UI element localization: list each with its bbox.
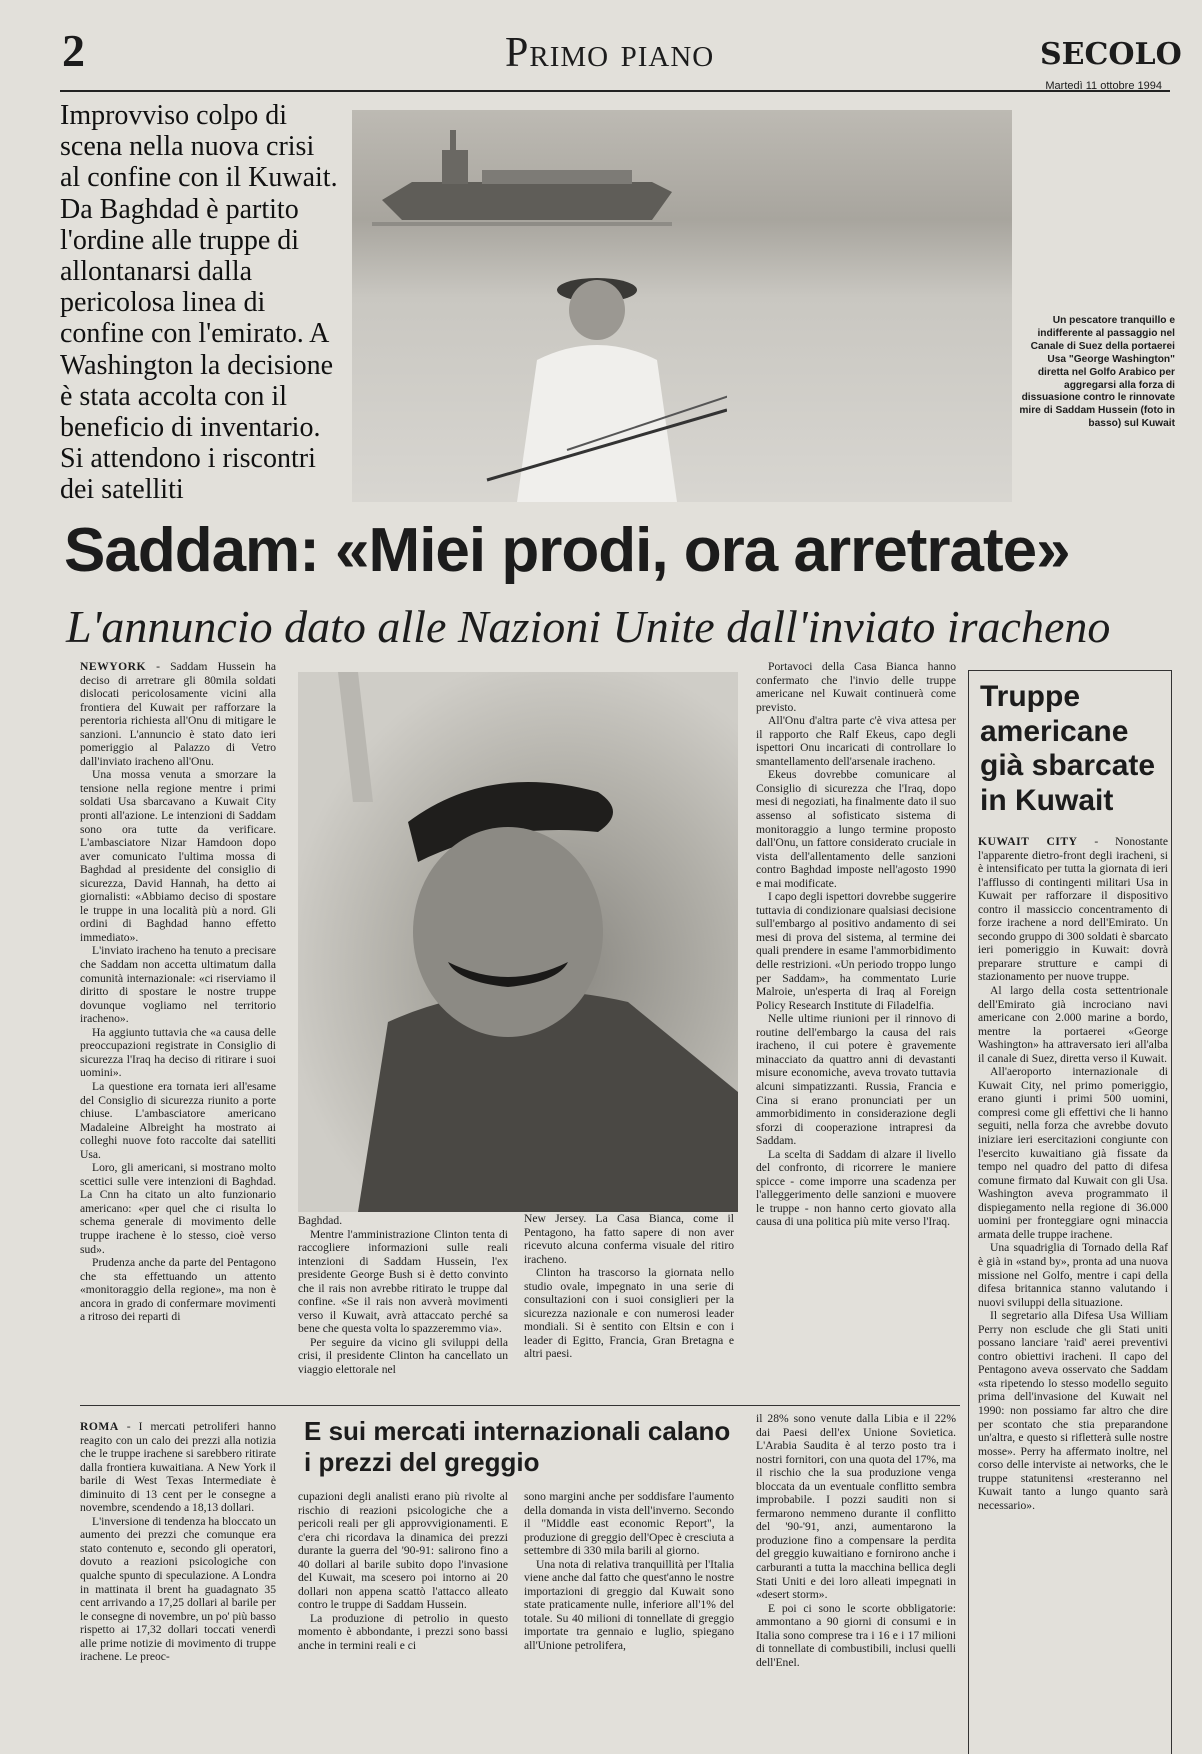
- article-paragraph: L'inviato iracheno ha tenuto a precisare che Saddam non accetta ultimatum dalla comunità internazionale: «ci riserviamo il diritto di spostare le nostre truppe dovunque vogliamo nel territorio iracheno».: [80, 944, 276, 1026]
- article-paragraph: Ha aggiunto tuttavia che «a causa delle preoccupazioni registrate in Consiglio di sicurezza l'Iraq ha deciso di ritirare i suoi uomini».: [80, 1025, 276, 1080]
- article-paragraph: Mentre l'amministrazione Clinton tenta di raccogliere informazioni sulle reali intenzioni di Saddam Hussein, l'ex presidente George Bush si è detto convinto che il rais non avrebbe ritirato le truppe dal confine. «Se il rais non avverà movimenti verso il Kuwait, avrà attaccato perché sa bene che questa volta lo spazzeremmo via».: [298, 1227, 508, 1336]
- dateline: ROMA: [80, 1420, 119, 1433]
- article-paragraph: Portavoci della Casa Bianca hanno confermato che l'invio delle truppe americane nel Kuwait continuerà come previsto.: [756, 660, 956, 714]
- main-article-column-1: [80, 660, 276, 1324]
- article-paragraph: New Jersey. La Casa Bianca, come il Pentagono, ha fatto sapere di non aver ricevuto alcuna conferma visuale del ritiro iracheno.: [524, 1212, 734, 1266]
- main-article-column-3: [524, 1212, 734, 1361]
- article-paragraph: sono margini anche per soddisfare l'aumento della domanda in vista dell'inverno. Secondo il "Middle east economic Report", la produzione di greggio dell'Opec è cresciuta a settembre di 330 mila barili al giorno.: [524, 1490, 734, 1558]
- photo-fisherman-carrier: [352, 110, 1012, 502]
- main-article-column-2: [298, 1214, 508, 1377]
- article-paragraph: Prudenza anche da parte del Pentagono che sta effettuando un attento «monitoraggio della regione», ma non è ancora in grado di confermare movimenti a ritroso dei reparti di: [80, 1256, 276, 1324]
- article-paragraph: E poi ci sono le scorte obbligatorie: ammontano a 90 giorni di consumi e in Italia sono comprese tra i 16 e i 17 milioni di tonnellate di combustibili, inclusi quelli dell'Enel.: [756, 1601, 956, 1669]
- article-paragraph: La produzione di petrolio in questo momento è abbondante, i prezzi sono bassi anche in termini reali e ci: [298, 1611, 508, 1653]
- article-paragraph: il 28% sono venute dalla Libia e il 22% dai Paesi dell'ex Unione Sovietica. L'Arabia Saudita è al terzo posto tra i nostri fornitori, con una quota del 17%, ma il rischio che la sua produzione venga bloccata da un eventuale conflitto sembra improbabile. I pozzi sauditi non si fermarono nemmeno durante il conflitto del '90-'91, anzi, aumentarono la produzione fino a compensare la perdita del greggio kuwaitiano e fornirono anche i carburanti a tutta la macchina bellica degli Stati Uniti e dei loro alleati impegnati in «desert storm».: [756, 1412, 956, 1602]
- photo-caption: Un pescatore tranquillo e indifferente al passaggio nel Canale di Suez della portaerei Usa "George Washington" diretta nel Golfo Arabico per aggregarsi alla forza di dissuasione contro le rinnovate mire di Saddam Hussein (foto in basso) sul Kuwait: [1019, 315, 1175, 430]
- oil-article-headline: E sui mercati internazionali calano i prezzi del greggio: [304, 1416, 731, 1477]
- article-paragraph: KUWAIT CITY - Nonostante l'apparente dietro-front degli iracheni, si è intensificato per tutta la giornata di ieri l'afflusso di contingenti militari Usa in Kuwait per rafforzare il dispositivo contro il massiccio concentramento di forze irachene a nord dell'Emirato. Un secondo gruppo di 300 soldati è sbarcato ieri pomeriggio in Kuwait: dovrà preparare strutture e campi di stazionamento per nuove truppe.: [978, 835, 1168, 984]
- article-paragraph: Ekeus dovrebbe comunicare al Consiglio di sicurezza che l'Iraq, dopo mesi di negoziati, ha finalmente dato il suo assenso al sofisticato sistema di monitoraggio a lungo termine proposto dall'Onu, un fattore considerato cruciale in vista dell'allentamento delle sanzioni contro Baghdad imposte nell'agosto 1990 e mai modificate.: [756, 768, 956, 890]
- sidebar-headline: Truppe americane già sbarcate in Kuwait: [980, 680, 1156, 818]
- article-paragraph: All'aeroporto internazionale di Kuwait City, nel primo pomeriggio, erano giunti i primi 500 uomini, compresi come gli effettivi che li hanno seguiti, nella forza che avrebbe dovuto iniziare ieri esercitazioni congiunte con l'esercito kuwaitiano già fissate da tempo nel quadro del patto di difesa comune firmato dal Kuwait con gli Usa. Washington aveva programmato il dispiegamento nella regione di 36.000 uomini per fronteggiare ogni minaccia armata delle truppe irachene.: [978, 1065, 1168, 1241]
- saddam-portrait-silhouette: [298, 672, 738, 1212]
- issue-date: Martedì 11 ottobre 1994: [1045, 80, 1162, 92]
- oil-article-column-3: [524, 1490, 734, 1653]
- dateline: KUWAIT CITY: [978, 835, 1078, 848]
- fisherman-silhouette: [447, 250, 727, 502]
- article-paragraph: La scelta di Saddam di alzare il livello del confronto, di ricorrere le maniere spicce - come imporre una scadenza per l'alleggerimento delle sanzioni e muovere le truppe - non hanno certo giovato alla causa di una politica più mite verso l'Iraq.: [756, 1147, 956, 1229]
- kicker-text: Improvviso colpo di scena nella nuova crisi al confine con il Kuwait. Da Baghdad è partito l'ordine alle truppe di allontanarsi dalla pericolosa linea di confine con l'emirato. A Washington la decisione è stata accolta con il beneficio di inventario. Si attendono i riscontri dei satelliti: [60, 100, 338, 506]
- article-paragraph: All'Onu d'altra parte c'è viva attesa per il rapporto che Ralf Ekeus, capo degli ispettori Onu incaricati di controllare lo smantellamento dell'arsenale iracheno.: [756, 714, 956, 768]
- article-paragraph: NEWYORK - Saddam Hussein ha deciso di arretrare gli 80mila soldati dislocati pericolosamente vicini alla frontiera del Kuwait per rafforzare la perentoria richiesta all'Onu di mitigare le sanzioni. L'annuncio è stato dato ieri pomeriggio al Palazzo di Vetro dall'inviato iracheno all'Onu.: [80, 660, 276, 768]
- article-paragraph: Baghdad.: [298, 1214, 343, 1227]
- section-divider: [80, 1405, 960, 1406]
- sidebar-article: [978, 835, 1168, 1512]
- photo-saddam-hussein: [298, 672, 738, 1212]
- masthead-logo: SECOLO: [1040, 37, 1182, 72]
- article-paragraph: Per seguire da vicino gli sviluppi della crisi, il presidente Clinton ha cancellato un viaggio elettorale nel: [298, 1335, 508, 1377]
- article-paragraph: Nelle ultime riunioni per il rinnovo di routine dell'embargo la causa del rais iracheno, il cui potere è gravemente minacciato da quattro anni di devastanti misure economiche, aveva trovato tuttavia alcuni simpatizzanti. Russia, Francia e Cina si erano pronunciati per un ammorbidimento in considerazione degli sforzi di cooperazione intrapresi da Saddam.: [756, 1012, 956, 1148]
- header-rule: [60, 90, 1170, 92]
- article-paragraph: Una squadriglia di Tornado della Raf è già in «stand by», pronta ad una nuova missione nel Golfo, mentre i capi della difesa britannica stanno valutando i nuovi sviluppi della situazione.: [978, 1241, 1168, 1309]
- oil-article-column-1: [80, 1420, 276, 1664]
- article-paragraph: cupazioni degli analisti erano più rivolte al rischio di reazioni psicologiche che a pericoli reali per gli approvvigionamenti. E c'era chi ricordava la dinamica dei prezzi durante la guerra del '90-91: salirono fino a 40 dollari al barile subito dopo l'invasione del Kuwait, ma scesero poi intorno ai 20 dollari non appena scattò l'attacco alleato contro le truppe di Saddam Hussein.: [298, 1490, 508, 1612]
- dateline: NEWYORK: [80, 660, 146, 673]
- article-paragraph: Loro, gli americani, si mostrano molto scettici sulle vere intenzioni di Baghdad. La Cnn ha citato un alto funzionario americano: «per quel che ci risulta lo schema generale di movimento delle truppe irachene è lo stesso, cioè verso sud».: [80, 1161, 276, 1256]
- section-title: Primo piano: [505, 30, 715, 76]
- article-paragraph: Una nota di relativa tranquillità per l'Italia viene anche dal fatto che quest'anno le nostre importazioni di greggio dal Kuwait sono state praticamente nulle, inferiore all'1% del totale. Su 40 milioni di tonnellate di greggio importate tra gennaio e luglio, spiegano all'Unione petrolifera,: [524, 1557, 734, 1653]
- article-paragraph: Il segretario alla Difesa Usa William Perry non esclude che gli Stati uniti possano lanciare 'raid' aerei preventivi contro obiettivi iracheni. Il capo del Pentagono aveva osservato che Saddam «sta ripetendo lo stesso modello seguito prima dell'invasione del Kuwait nel 1990: non possiamo far altro che dire per scontato che stia preparandone un'altra, e questo si rifletterà sulle nostre mosse». Perry ha affermato inoltre, nel corso delle interviste ai networks, che le truppe statunitensi «resteranno nel Kuwait tanto a lungo quanto sarà necessario».: [978, 1309, 1168, 1512]
- main-headline: Saddam: «Miei prodi, ora arretrate»: [64, 516, 1070, 585]
- oil-article-column-2: [298, 1490, 508, 1653]
- aircraft-carrier-silhouette: [372, 120, 672, 250]
- page-number: 2: [62, 25, 85, 76]
- oil-article-column-4: [756, 1412, 956, 1669]
- main-subheadline: L'annuncio dato alle Nazioni Unite dall'inviato iracheno: [66, 601, 1111, 652]
- article-paragraph: Una mossa venuta a smorzare la tensione nella regione mentre i primi soldati Usa sbarcavano a Kuwait City pronti all'azione. Le intenzioni di Saddam sono ora tutte da verificare. L'ambasciatore Nizar Hamdoon dopo aver comunicato l'ultima mossa di Baghdad al presidente del consiglio di sicurezza, David Hannah, ha detto ai giornalisti: «Abbiamo deciso di spostare le truppe in una località più a nord. Gli ordini di Baghdad hanno effetto immediato».: [80, 768, 276, 944]
- main-article-column-4: [756, 660, 956, 1229]
- article-paragraph: I capo degli ispettori dovrebbe suggerire tuttavia di condizionare qualsiasi decisione sull'embargo al positivo andamento di sei mesi di prova del sistema, al termine dei quali prendere in esame l'ammorbidimento delle restrizioni. «Un periodo troppo lungo per Saddam», ha commentato Lurie Malroie, un'esperta di Iraq al Foreign Policy Research Institute di Filadelfia.: [756, 890, 956, 1012]
- article-paragraph: La questione era tornata ieri all'esame del Consiglio di sicurezza riunito a porte chiuse. L'ambasciatore americano Madaleine Albreight ha mostrato ai colleghi nuove foto raccolte dai satelliti Usa.: [80, 1079, 276, 1161]
- article-paragraph: Al largo della costa settentrionale dell'Emirato già incrociano navi americane con 2.000 marine a bordo, mentre la portaerei «George Washington» ha attraversato ieri all'alba il canale di Suez, diretta verso il Kuwait.: [978, 984, 1168, 1065]
- article-paragraph: Clinton ha trascorso la giornata nello studio ovale, impegnato in una serie di consultazioni con i suoi consiglieri per la sicurezza nazionale e con numerosi leader mondiali. Si è sentito con Eltsin e con i leader di Egitto, Francia, Gran Bretagna e altri paesi.: [524, 1266, 734, 1361]
- article-paragraph: ROMA - I mercati petroliferi hanno reagito con un calo dei prezzi alla notizia che le truppe irachene si sarebbero ritirate dalla frontiera kuwaitiana. A New York il barile di West Texas Intermediate è diminuito di 13 cent per le consegne a novembre, scendendo a 18,13 dollari.: [80, 1420, 276, 1515]
- article-paragraph: L'inversione di tendenza ha bloccato un aumento dei prezzi che comunque era stato contenuto e, secondo gli operatori, dovuto a reazioni psicologiche con qualche spunto di speculazione. A Londra in mattinata il brent ha guadagnato 35 cent arrivando a 17,25 dollari al barile per le consegne di novembre, un po' più basso rispetto ai 17,32 dollari toccati venerdì alle prime notizie di movimento di truppe irachene. Le preoc-: [80, 1514, 276, 1664]
